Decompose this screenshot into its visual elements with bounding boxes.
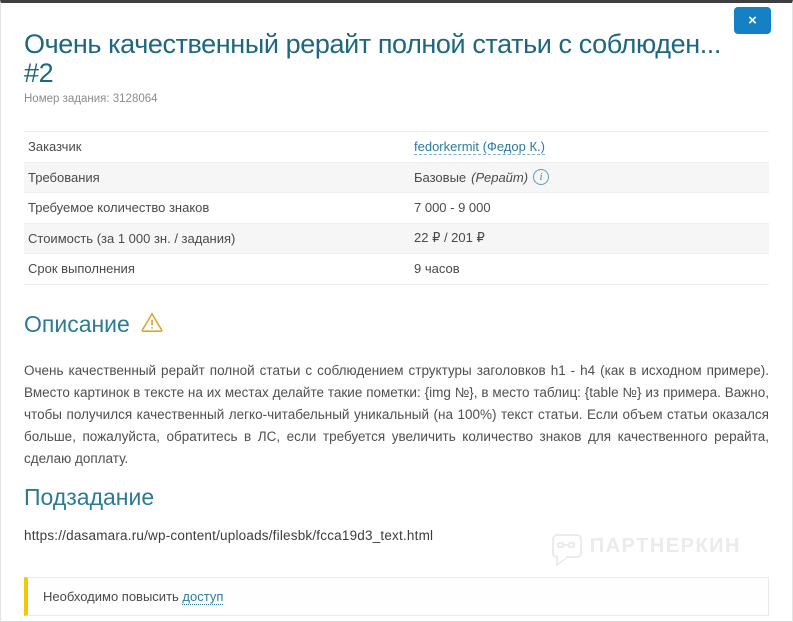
customer-link[interactable]: fedorkermit (Федор К.) xyxy=(414,138,545,154)
task-number: Номер задания: 3128064 xyxy=(24,93,158,106)
table-row-deadline xyxy=(24,254,769,285)
access-alert xyxy=(24,577,769,616)
subtask-heading-label: Подзадание xyxy=(24,484,155,511)
subtask-heading xyxy=(24,484,769,511)
warning-icon xyxy=(140,311,164,339)
description-text: Очень качественный рерайт полной статьи с соблюдением структуры заголовков h1 - h4 (как в исходном примере). Вместо картинок в тексте на их местах делайте такие пометки: {img №}, в место таблиц: {table №} из примера. Важно, чтобы получился качественный легко-читабельный уникальный (на 100%) текст статьи. Если объем статьи оказался больше, пожалуйста, обратитесь в ЛС, если требуется увеличить количество знаков для качественного рерайта, сделаю доплату. xyxy=(24,362,769,467)
row-value-note: (Рерайт) xyxy=(471,169,529,185)
task-details-table xyxy=(24,131,769,285)
description-heading-label: Описание xyxy=(24,311,130,338)
table-row-customer xyxy=(24,132,769,163)
page-title xyxy=(24,30,769,87)
info-icon[interactable]: i xyxy=(533,169,549,185)
row-label: Требуемое количество знаков xyxy=(28,200,210,216)
row-value: 22 ₽ / 201 ₽ xyxy=(414,230,485,246)
page-title-line1: Очень качественный рерайт полной статьи с соблюден... xyxy=(24,29,722,59)
row-label: Заказчик xyxy=(28,139,82,155)
table-row-char-count xyxy=(24,193,769,224)
description-heading xyxy=(24,311,769,339)
page-title-line2: #2 xyxy=(24,57,54,88)
subtask-url: https://dasamara.ru/wp-content/uploads/filesbk/fcca19d3_text.html xyxy=(24,528,434,544)
row-label: Стоимость (за 1 000 зн. / задания) xyxy=(28,230,236,246)
table-row-requirements xyxy=(24,163,769,194)
table-row-price xyxy=(24,224,769,255)
watermark-text: ПАРТНЕРКИН xyxy=(589,534,741,557)
row-value: 7 000 - 9 000 xyxy=(414,200,491,216)
row-value: 9 часов xyxy=(414,261,460,277)
row-label: Срок выполнения xyxy=(28,261,135,277)
row-value: Базовые xyxy=(414,169,467,185)
access-alert-text: Необходимо повысить xyxy=(43,589,179,605)
access-link[interactable]: доступ xyxy=(182,589,224,605)
close-button[interactable]: × xyxy=(734,7,771,34)
row-label: Требования xyxy=(28,169,100,185)
